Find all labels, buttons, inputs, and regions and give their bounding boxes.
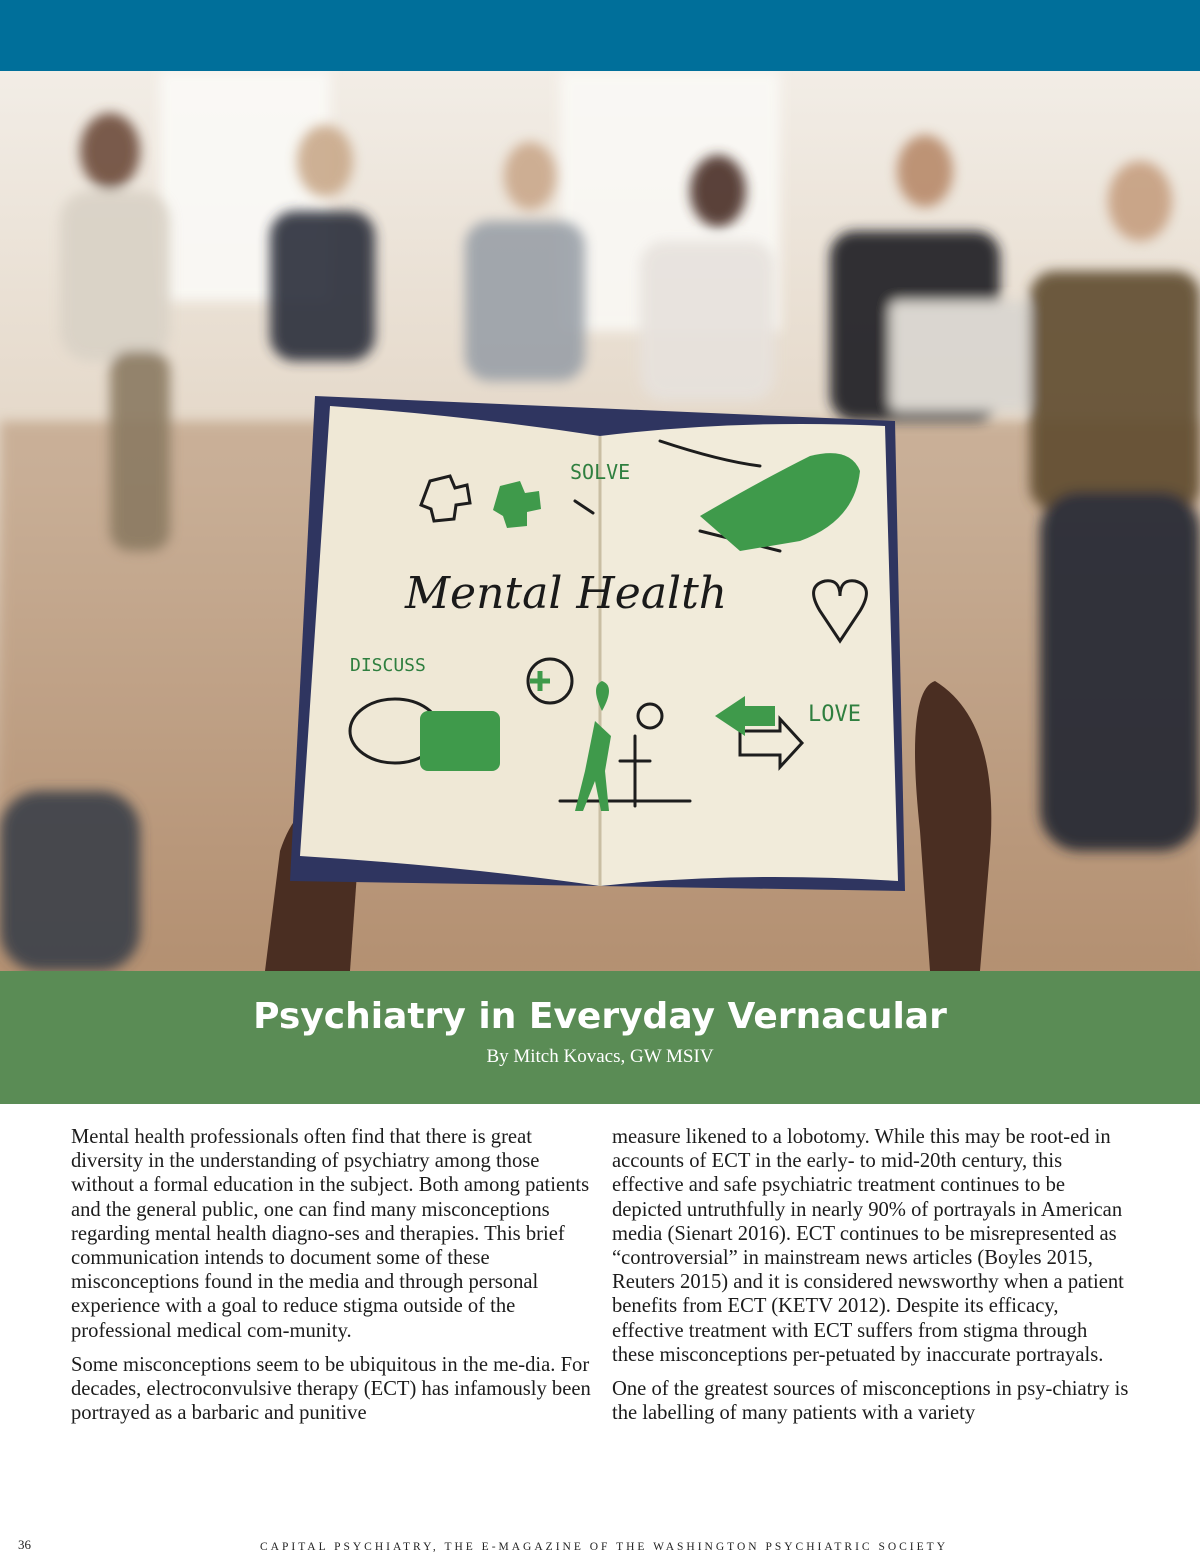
hero-photo (0, 71, 1200, 971)
right-column (612, 1125, 1134, 1435)
paragraph: Some misconceptions seem to be ubiquitous in the me-dia. For decades, electroconvulsive therapy (ECT) has infamously been portrayed as a barbaric and punitive (71, 1353, 591, 1425)
photo-illustration (0, 71, 1200, 971)
sketch-word-discuss: DISCUSS (350, 655, 426, 676)
left-column (71, 1125, 593, 1435)
sketch-word-solve: SOLVE (570, 460, 631, 484)
title-band (0, 971, 1200, 1104)
article-byline: By Mitch Kovacs, GW MSIV (486, 1046, 714, 1067)
page-number: 36 (18, 1537, 31, 1552)
sketch-word-love: LOVE (808, 702, 861, 727)
sketch-book-title: Mental Health (405, 568, 728, 619)
header-bar (0, 0, 1200, 71)
paragraph: Mental health professionals often find that there is great diversity in the understanding of psychiatry among those without a formal education in the subject. Both among patients and the general public, one can find many misconceptions regarding mental health diagno-ses and therapies. This brief communication intends to document some of these misconceptions found in the media and through personal experience with a goal to reduce stigma outside of the professional medical com-munity. (71, 1126, 590, 1342)
paragraph: measure likened to a lobotomy. While this may be root-ed in accounts of ECT in the early- to mid-20th century, this effective and safe psychiatric treatment continues to be depicted untruthfully in nearly 90% of portrayals in American media (Sienart 2016). ECT continues to be misrepresented as “controversial” in mainstream news articles (Boyles 2015, Reuters 2015) and it is considered newsworthy when a patient benefits from ECT (KETV 2012). Despite its efficacy, effective treatment with ECT suffers from stigma through these misconceptions per-petuated by inaccurate portrayals. (612, 1126, 1124, 1366)
publication-name: CAPITAL PSYCHIATRY, THE E-MAGAZINE OF THE WASHINGTON PSYCHIATRIC SOCIETY (260, 1541, 948, 1553)
paragraph: One of the greatest sources of misconceptions in psy-chiatry is the labelling of many patients with a variety (612, 1378, 1129, 1425)
article-title: Psychiatry in Everyday Vernacular (253, 996, 947, 1037)
